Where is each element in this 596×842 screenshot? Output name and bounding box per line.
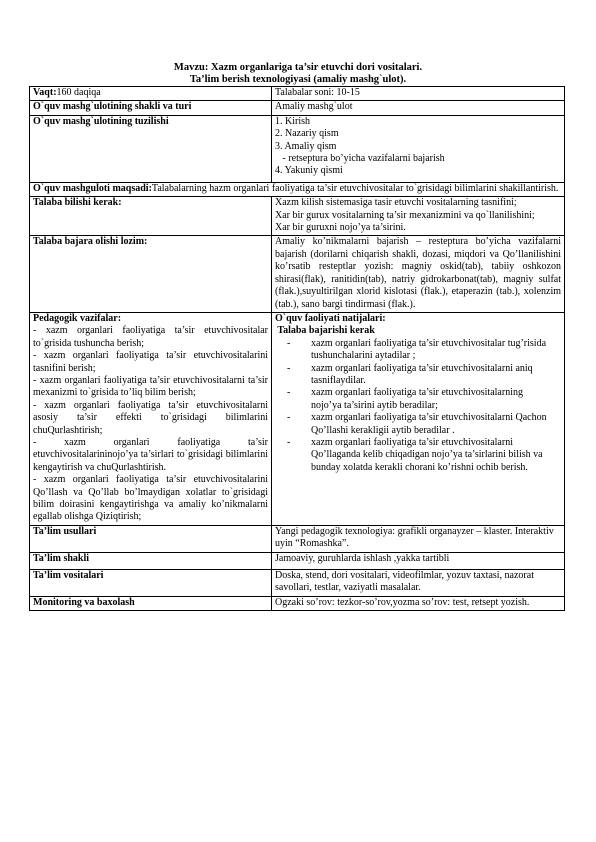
methods-label: Ta’lim usullari bbox=[30, 525, 272, 552]
structure-list bbox=[272, 115, 565, 182]
form-of-teaching-value: Jamoaviy, guruhlarda ishlash ,yakka tartibli bbox=[272, 552, 565, 569]
form-label: O`quv mashg`ulotining shakli va turi bbox=[30, 101, 272, 115]
knowledge-label: Talaba bilishi kerak: bbox=[30, 197, 272, 236]
table-row bbox=[30, 197, 565, 236]
list-item: 4. Yakuniy qismi bbox=[275, 165, 343, 177]
time-cell bbox=[30, 87, 272, 101]
learning-outcomes-cell bbox=[272, 312, 565, 525]
table-row bbox=[30, 182, 565, 196]
goal-cell bbox=[30, 182, 565, 196]
list-item: - xazm organlari faoliyatiga ta’sir etuvchivositalarini tasnifini berish; bbox=[33, 350, 268, 374]
table-row bbox=[30, 101, 565, 115]
table-row bbox=[30, 570, 565, 597]
time-label: Vaqt: bbox=[33, 87, 57, 98]
goal-text: Talabalarning hazm organlari faoliyatiga ta’sir etuvchivositalar to`grisidagi bilimlarini shakillantirish. bbox=[151, 182, 559, 194]
outcomes-sublabel: Talaba bajarishi kerak bbox=[275, 325, 375, 337]
list-item: - xazm organlari faoliyatiga ta’sir etuvchivositalar to`grisida tushuncha berish; bbox=[33, 325, 268, 349]
teaching-tools-label: Ta’lim vositalari bbox=[30, 570, 272, 597]
outcomes-label: O`quv faoliyati natijalari: bbox=[275, 312, 386, 324]
monitoring-value: Ogzaki so’rov: tezkor-so’rov,yozma so’rov: test, retsept yozish. bbox=[272, 596, 565, 610]
list-item: - xazm organlari faoliyatiga ta’sir etuvchivositalar tug’risida tushunchalarini aytadilar ; bbox=[287, 337, 547, 362]
list-item: - xazm organlari faoliyatiga ta’sir etuvchivositalarni aniq tasniflaydilar. bbox=[287, 362, 533, 386]
table-row bbox=[30, 312, 565, 525]
list-item: 3. Amaliy qism bbox=[275, 140, 337, 152]
list-item: 2. Nazariy qism bbox=[275, 128, 339, 140]
time-value: 160 daqiqa bbox=[56, 87, 101, 98]
technology-subtitle: Ta’lim berish texnologiyasi (amaliy mashg`ulot). bbox=[189, 74, 407, 85]
goal-label: O`quv mashguloti maqsadi: bbox=[33, 182, 152, 194]
list-item: - xazm organlari faoliyatiga ta’sir etuvchivositalarning nojo’ya ta’sirini aytib beradilar; bbox=[287, 387, 523, 411]
table-row bbox=[30, 115, 565, 182]
lesson-plan-table bbox=[29, 86, 565, 611]
table-row bbox=[30, 552, 565, 569]
form-of-teaching-label: Ta’lim shakli bbox=[30, 552, 272, 569]
pedagogical-tasks-cell bbox=[30, 312, 272, 525]
pedagogical-tasks-label: Pedagogik vazifalar: bbox=[33, 312, 122, 324]
topic-title: Mavzu: Xazm organlariga ta’sir etuvchi dori vositalari. bbox=[173, 62, 423, 73]
list-item: - xazm organlari faoliyatiga ta’sir etuvchivositalarni ta’sir mexanizmi to`grisida to’liq bilim berish; bbox=[33, 374, 268, 399]
students-count: Talabalar soni: 10-15 bbox=[272, 87, 565, 101]
skills-text: Amaliy ko’nikmalarni bajarish – resteptura bo’yicha vazifalarni bajarish (dorilarni chiqarish shakli, dozasi, miqdori va Qo’llanilishini ko’rsatib resteptlar yozish: magniy oskid(tab), tabiiy oshkozon shirasi(flak), ranitidin(tab), natriy gidrokarbonat(tab), magniy sulfat (flak.),suyultirilgan xlorid kislotasi (flak.), etaperazin (tab.), xolenzim (tab.), sano bargi tindirmasi (flak.). bbox=[272, 236, 565, 312]
list-item: - xazm organlari faoliyatiga ta’sir etuvchivositalarini Qo’llash va Qo’llab bo’lmaydigan xolatlar to`grisidagi bilim doirasini kengaytirishga va amaliy ko’nikmalarni egallab olishga Qiziqtirish; bbox=[33, 474, 268, 523]
outcomes-list bbox=[275, 338, 561, 474]
knowledge-list bbox=[272, 197, 565, 236]
list-item: Xar bir guruxni nojo’ya ta’sirini. bbox=[275, 222, 406, 234]
list-item: - retseptura bo’yicha vazifalarni bajarish bbox=[275, 153, 445, 165]
list-item: - xazm organlari faoliyatiga ta’sir etuvchivositalarni Qachon Qo’llashi kerakligii aytib beradilar . bbox=[287, 412, 547, 436]
list-item: - xazm organlari faoliyatiga ta’sir etuvchivositalarni asosiy ta’sir effekti to`grisidagi bilimlarini chuQurlashtirish; bbox=[33, 399, 268, 436]
list-item: Xazm kilish sistemasiga tasir etuvchi vositalarning tasnifini; bbox=[275, 197, 517, 209]
teaching-tools-value: Doska, stend, dori vositalari, videofilmlar, yozuv taxtasi, nazorat savollari, testlar, vaziyatli masalalar. bbox=[272, 570, 565, 597]
table-row bbox=[30, 525, 565, 552]
table-row bbox=[30, 87, 565, 101]
methods-value: Yangi pedagogik texnologiya: grafikli organayzer – klaster. Interaktiv uyin “Romashka”. bbox=[272, 525, 565, 552]
form-value: Amaliy mashg`ulot bbox=[272, 101, 565, 115]
list-item: - xazm organlari faoliyatiga ta’sir etuvchivositalarininojo’ya ta’sirlari to`grisidagi bilimlarini kengaytirish va chuQurlashtirish. bbox=[33, 436, 268, 473]
table-row bbox=[30, 596, 565, 610]
list-item: - xazm organlari faoliyatiga ta’sir etuvchivositalarni Qo’llaganda kelib chiqadigan nojo’ya ta’sirlarini bilish va bunday xolatda kerakli chorani ko’rishni ochib berish. bbox=[287, 436, 543, 473]
structure-label: O`quv mashg`ulotining tuzilishi bbox=[30, 115, 272, 182]
list-item: 1. Kirish bbox=[275, 115, 310, 127]
list-item: Xar bir gurux vositalarning ta’sir mexanizmini va qo`llanilishini; bbox=[275, 209, 535, 221]
skills-label: Talaba bajara olishi lozim: bbox=[30, 236, 272, 312]
monitoring-label: Monitoring va baxolash bbox=[30, 596, 272, 610]
table-row bbox=[30, 236, 565, 312]
